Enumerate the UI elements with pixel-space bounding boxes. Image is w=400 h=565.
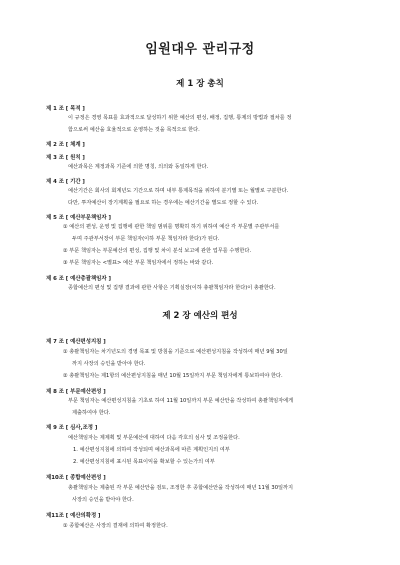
article-heading: 제 7 조 [ 예산편성지침 ] [46, 339, 106, 345]
article-text: ③ 부문 책임자는 <별표> 예산 부문 책임자에서 정하는 바와 같다. [63, 260, 214, 266]
article-heading: 제 1 조 [ 목적 ] [46, 106, 85, 112]
article-text: 제출하여야 한다. [72, 410, 111, 416]
article-heading: 제10조 [ 종합예산편성 ] [46, 475, 106, 481]
article-text: 총괄책임자는 제출된 각 부문 예산안을 검토, 조정한 후 종합예산안을 작성하여 매년 11월 30일까지 [68, 485, 294, 491]
article-heading: 제 2 조 [ 체계 ] [46, 142, 85, 148]
article-text: 함으로써 예산을 효율적으로 운영하는 것을 목적으로 한다. [68, 127, 200, 133]
article-text: 예산책임자는 제제획 및 부문예산에 대하여 다음 각호의 심사 및 조정을한다. [68, 435, 240, 441]
article-text: 두며 주관부서장이 부문 책임자(이하 부문 책임자라 한다)가 된다. [72, 236, 220, 242]
article-heading: 제 9 조 [ 심사,조정 ] [46, 425, 98, 431]
article-heading: 제11조 [ 예산의확정 ] [46, 513, 101, 519]
article-text: 이 규정은 경영 목표를 효과적으로 달성하기 위한 예산의 편성, 배정, 집행, 통제의 방법과 절차를 정 [68, 115, 292, 121]
article-text: 사장의 승인을 받아야 한다. [72, 497, 134, 503]
article-text: 까지 사장의 승인을 받아야 한다. [72, 361, 146, 367]
article-text: 종합예산의 편성 및 집행 결과에 관한 사항은 기획실장(이하 총괄책임자라 한다)이 총괄한다. [68, 285, 276, 291]
article-text: 부문 책임자는 예산편성지침을 기초로 하여 11월 10일까지 부문 예산안을 작성하여 총괄책임자에게 [68, 398, 294, 404]
article-text: ① 총괄책임자는 차기년도의 경영 목표 및 방침을 기준으로 예산편성지침을 작성하여 매년 9월 30일 [63, 349, 288, 355]
article-text: ② 총괄책임자는 제1항의 예산편성지침을 매년 10월 15일까지 부문 책임자에게 통보하여야 한다. [63, 373, 283, 379]
article-text: ② 부문 책임자는 부문예산의 편성, 집행 및 차이 분석 보고에 관한 업무를 수행한다. [63, 248, 252, 254]
article-text: 1. 예산편성지침에 의하여 작성되며 예산과목에 따른 계획인지의 여부 [73, 447, 230, 453]
article-text: 2. 예산편성지침에 표시된 목표이익을 확보할 수 있는가의 여부 [73, 459, 215, 465]
article-heading: 제 8 조 [ 부문예산편성 ] [46, 389, 106, 395]
article-text: ① 예산의 편성, 운영 및 집행에 관한 책임 범위를 명확히 하기 위하여 예산 각 부문별 주관부서를 [63, 224, 280, 230]
chapter-heading: 제 1 장 총칙 [176, 79, 224, 89]
article-text: 예산기간은 회사의 회계년도 기간으로 하며 내부 통제목적을 위하여 분기별 또는 월별로 구분한다. [68, 188, 289, 194]
article-heading: 제 6 조 [ 예산총괄책임자 ] [46, 276, 111, 282]
article-heading: 제 3 조 [ 원칙 ] [46, 155, 85, 161]
page-title: 임원대우 관리규정 [145, 42, 255, 57]
article-text: 다만, 투자예산이 장기계획을 필요로 하는 경우에는 예산기간을 별도로 정할 수 있다. [68, 200, 259, 206]
article-heading: 제 4 조 [ 기간 ] [46, 179, 85, 185]
article-text: ① 종합예산은 사장의 결재에 의하여 확정한다. [63, 523, 168, 529]
article-heading: 제 5 조 [ 예산부문책임자 ] [46, 215, 111, 221]
chapter-heading: 제 2 장 예산의 편성 [162, 311, 238, 321]
article-text: 예산과목은 계정과목 기준에 의한 명칭, 의의와 동일하게 한다. [68, 164, 209, 170]
